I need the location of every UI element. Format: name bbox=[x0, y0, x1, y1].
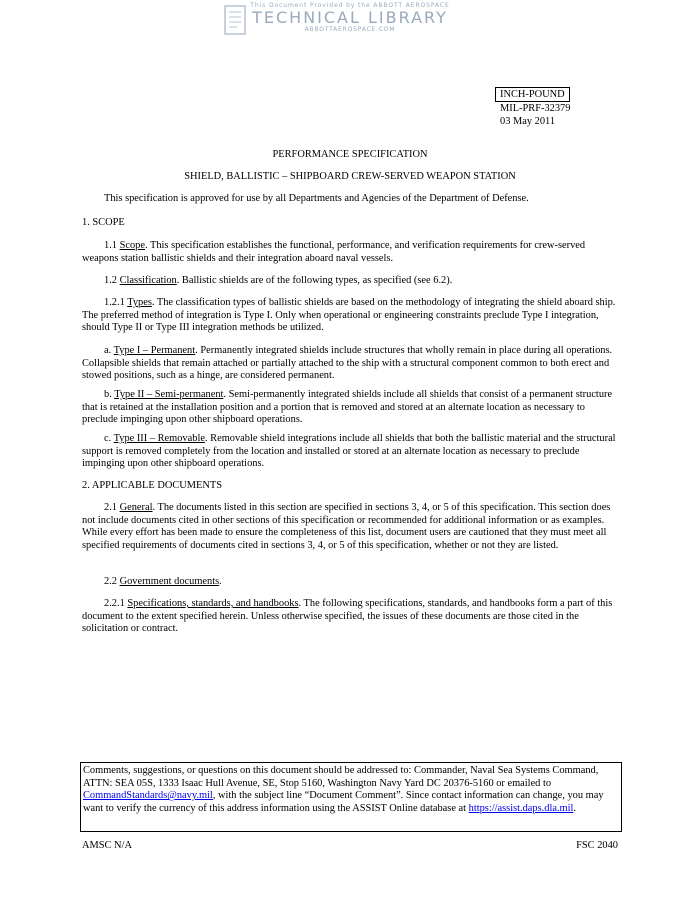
paragraph-2-2 bbox=[82, 576, 618, 589]
list-label: c. bbox=[104, 433, 114, 444]
watermark bbox=[0, 0, 700, 44]
para-title: Specifications, standards, and handbooks bbox=[127, 598, 299, 609]
watermark-title: TECHNICAL LIBRARY bbox=[252, 8, 448, 27]
para-title: Classification bbox=[119, 275, 177, 286]
para-number: 1.1 bbox=[104, 240, 120, 251]
type-iii-item bbox=[82, 433, 618, 471]
list-label: a. bbox=[104, 345, 114, 356]
para-text: . The following specifications, standards, and handbooks form a part of this document to the extent specified herein. Unless otherwise specified, the issues of these documents are those cited in the solicitation or contract. bbox=[82, 598, 613, 635]
spec-title: SHIELD, BALLISTIC – SHIPBOARD CREW-SERVED WEAPON STATION bbox=[184, 171, 516, 182]
type-text: . Permanently integrated shields include structures that wholly remain in place during all operations. Collapsible shields that remain attached or partially attached to the ship with a structural component common to both erect and stowed positions, such as a hinge, are considered permanent. bbox=[82, 345, 613, 382]
fsc-code: FSC 2040 bbox=[576, 840, 618, 851]
paragraph-2-2-1 bbox=[82, 598, 618, 636]
para-title: Scope bbox=[119, 240, 145, 251]
watermark-url: ABBOTTAEROSPACE.COM bbox=[304, 26, 396, 33]
paragraph-1-2-1 bbox=[82, 297, 618, 335]
type-i-item bbox=[82, 345, 618, 383]
comments-notice-box bbox=[80, 762, 622, 832]
para-title: Government documents bbox=[119, 576, 220, 587]
para-number: 2.1 bbox=[104, 502, 120, 513]
paragraph-1-2 bbox=[82, 275, 618, 288]
amsc-code: AMSC N/A bbox=[82, 840, 132, 851]
notice-text: , with the subject line “Document Comment”. Since contact information can change, you may want to verify the currency of this address information using the ASSIST Online database at bbox=[83, 790, 604, 814]
section-1-heading: 1. SCOPE bbox=[82, 217, 125, 228]
type-text: . Semi-permanently integrated shields include all shields that consist of a permanent structure that is retained at the installation position and a portion that is removed and stored at an alternate location as necessary to preclude impinging upon other shipboard operations. bbox=[82, 389, 613, 426]
notice-text: Comments, suggestions, or questions on this document should be addressed to: Commander, Naval Sea Systems Command, ATTN: SEA 05S, 1333 Isaac Hull Avenue, SE, Stop 5160, Washington Navy Yard DC 20376-5160 or emailed to bbox=[83, 765, 599, 789]
para-text: . Ballistic shields are of the following types, as specified (see 6.2). bbox=[176, 275, 453, 286]
para-number: 2.2.1 bbox=[104, 598, 128, 609]
type-title: Type III – Removable bbox=[113, 433, 205, 444]
assist-url-link[interactable]: https://assist.daps.dla.mil bbox=[468, 802, 574, 814]
para-text: . bbox=[219, 576, 222, 587]
para-text: . The documents listed in this section are specified in sections 3, 4, or 5 of this specification. This section does not include documents cited in other sections of this specification or recommended for additional information or as examples. While every effort has been made to ensure the completeness of this list, document users are cautioned that they must meet all specified requirements of documents cited in sections 3, 4, or 5 of this specification, whether or not they are listed. bbox=[82, 502, 611, 551]
paragraph-2-1 bbox=[82, 502, 618, 552]
doc-date: 03 May 2011 bbox=[500, 116, 556, 127]
para-number: 1.2.1 bbox=[104, 297, 128, 308]
document-identifier bbox=[500, 87, 570, 128]
type-title: Type I – Permanent bbox=[113, 345, 196, 356]
para-title: Types bbox=[127, 297, 152, 308]
notice-text: . bbox=[573, 802, 577, 814]
para-title: General bbox=[119, 502, 153, 513]
list-label: b. bbox=[104, 389, 115, 400]
doc-number: MIL-PRF-32379 bbox=[500, 103, 571, 114]
type-ii-item bbox=[82, 389, 618, 427]
email-link[interactable]: CommandStandards@navy.mil bbox=[83, 790, 213, 802]
para-text: . This specification establishes the functional, performance, and verification requirements for crew-served weapons station ballistic shields and their integration aboard naval vessels. bbox=[82, 240, 586, 264]
approval-statement: This specification is approved for use by all Departments and Agencies of the Department of Defense. bbox=[104, 193, 529, 204]
spec-type-title: PERFORMANCE SPECIFICATION bbox=[272, 149, 428, 160]
paragraph-1-1 bbox=[82, 240, 618, 265]
watermark-line-1: This Document Provided by the ABBOTT AEROSPACE bbox=[250, 2, 450, 9]
type-text: . Removable shield integrations include all shields that both the ballistic material and the structural support is removed completely from the location and installed or stored at an alternate location as necessary to preclude impinging upon other shipboard operations. bbox=[82, 433, 616, 470]
para-number: 2.2 bbox=[104, 576, 120, 587]
section-2-heading: 2. APPLICABLE DOCUMENTS bbox=[82, 480, 222, 491]
para-number: 1.2 bbox=[104, 275, 120, 286]
units-badge: INCH-POUND bbox=[495, 87, 570, 102]
para-text: . The classification types of ballistic shields are based on the methodology of integrating the shield aboard ship. The preferred method of integration is Type I. Only when operational or engineering constraints preclude Type I integration, should Type II or Type III integration methods be utilized. bbox=[82, 297, 616, 334]
type-title: Type II – Semi-permanent bbox=[114, 389, 224, 400]
